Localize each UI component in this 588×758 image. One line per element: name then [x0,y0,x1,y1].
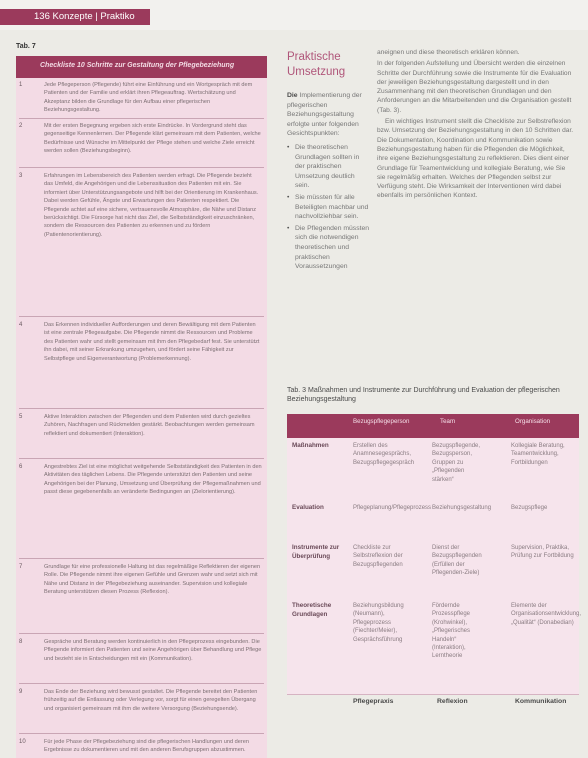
table-cell: Bezugspflegende, Bezugsperson, Gruppen zu „Pflegenden stärken“ [432,443,481,483]
row-divider [19,118,264,119]
bullet-item: • Die theoretischen Grundlagen sollten in der praktischen Umsetzung deutlich sein. [287,143,370,191]
checklist-row-num: 1 [19,82,23,88]
checklist-row-text: Erfahrungen im Lebensbereich des Patienten werden erfragt. Die Pflegende bezieht das Umfeld, die Angehörigen und die Lebenssituation des Patienten mit ein. Sie informiert über Unterstützungsangebote und hilft bei der Orientierung im Krankenhaus. Dabei werden Gefühle, Ängste und Erwartungen des Patienten respektiert. Die Pflegende achtet auf eine sichere, vertrauensvolle Atmosphäre, die Nähe und Distanz berücksichtigt. Die Fürsorge hat nicht das Ziel, die Selbstständigkeit einzuschränken, sondern die Ressourcen des Patienten zu erkennen und zu fördern (Patientenorientierung). [44,173,259,238]
checklist-row-num: 8 [19,639,23,645]
checklist-row-num: 7 [19,564,23,570]
table-row [287,540,579,598]
footer-label: Kommunikation [515,698,567,705]
table-cell: Elemente der Organisationsentwicklung, „Qualität“ (Donabedian) [511,603,582,626]
row-divider [19,316,264,317]
table-cell: Beziehungsbildung (Neumann), Pflegeprozess (Fiechter/Meier), Gesprächsführung [353,603,404,643]
checklist-row-num: 10 [19,739,26,745]
row-divider [287,694,579,695]
table-cell: Fördernde Prozesspflege (Krohwinkel), „Pflegerisches Handeln“ (Interaktion), Lerntheorie [432,603,471,660]
checklist-row-num: 3 [19,173,23,179]
checklist-row-num: 6 [19,464,23,470]
section-label: 136 Konzepte | Praktiko [34,11,135,22]
table-cell: Erstellen des Anamnesegesprächs, Bezugspflegegespräch [353,443,415,466]
table2-label: Tab. 7 [16,43,36,50]
table-row [287,598,582,694]
body-paragraph: In der folgenden Aufstellung und Übersicht werden die einzelnen Schritte der Durchführung sowie die Instrumente für die Evaluation der jeweiligen Beziehungsgestaltung dargestellt und in den Zusammenhang mit den theoretischen Grundlagen und den Anforderungen an die Mitarbeitenden und die Organisation gestellt (Tab. 3). [377,60,572,114]
intro-text: Implementierung der pflegerischen Beziehungsgestaltung erfolgte unter folgenden Gesichtspunkten: [287,92,362,138]
row-label: Evaluation [292,504,324,511]
section-title-line: Praktische [287,51,341,63]
checklist-row-text: Gespräche und Beratung werden kontinuierlich in den Pflegeprozess eingebunden. Die Pflegende informiert den Patienten und seine Angehörigen über Behandlung und Pflege und bezieht sie in Entscheidungen mit ein (Kommunikation). [44,639,262,662]
section-title-line: Umsetzung [287,66,346,78]
checklist-row-num: 5 [19,414,23,420]
table-cell: Bezugspflege [511,505,548,511]
row-divider [19,167,264,168]
table-cell: Dienst der Bezugspflegenden (Erfüllen der Pflegenden-Ziele) [432,545,482,577]
checklist-title: Checkliste 10 Schritte zur Gestaltung der Pflegebeziehung [40,62,235,69]
checklist-row-text: Aktive Interaktion zwischen der Pflegenden und dem Patienten wird durch gezieltes Zuhören, Nachfragen und Rückmelden gestärkt. Beobachtungen werden gemeinsam reflektiert und dokumentiert (Interaktion). [44,414,255,437]
checklist-table [16,56,267,758]
table3-header [287,414,579,438]
checklist-row-text: Das Erkennen individueller Aufforderungen und deren Bewältigung mit dem Patienten ist eine zentrale Pflegeaufgabe. Die Pflegende nimmt die Ressourcen und Probleme des Patienten wahr und stellt gemeinsam mit ihm den Pflegebedarf fest. Sie unterstützt ihn dabei, mit seiner Erkrankung umzugehen, und fördert seine Fähigkeit zur Selbstpflege und Eigenverantwortung (Problemerkennung). [44,322,260,362]
col-header: Organisation [515,418,551,425]
table-cell: Beziehungsgestaltung [432,505,492,511]
row-divider [19,458,264,459]
checklist-row-text: Angestrebtes Ziel ist eine möglichst weitgehende Selbstständigkeit des Patienten in den Aktivitäten des täglichen Lebens. Die Pflegende unterstützt den Patienten und seine Angehörigen bei der Planung, Umsetzung und Überprüfung der Pflegemaßnahmen und passt diese gegebenenfalls an veränderte Bedingungen an (Zielorientierung). [44,464,262,496]
row-divider [19,558,264,559]
footer-label: Reflexion [437,698,468,705]
row-label: Instrumente zur Überprüfung [292,544,340,560]
checklist-row-text: Für jede Phase der Pflegebeziehung sind die pflegerischen Handlungen und deren Ergebnisse zu dokumentieren und mit den anderen Berufsgruppen abzustimmen. [44,739,249,754]
middle-column [287,91,370,274]
bullet-item: • Die Pflegenden müssten sich die notwendigen theoretischen und praktischen Voraussetzungen [287,224,370,272]
page-header [0,0,588,30]
body-paragraph: Ein wichtiges Instrument stellt die Checkliste zur Selbstreflexion bzw. Umsetzung der Beziehungsgestaltung in den 10 Schritten dar. Die Dokumentation, Koordination und Kommunikation sowie Beziehungsgestaltung haben für die Pflegenden die Möglichkeit, ihre eigene Beziehungsgestaltung zu reflektieren. Dies dient einer Grundlage für Teamentwicklung und kollegiale Beratung, wie Sie sie regelmäßig erhalten. Welches der Pflegenden selbst zur Verfügung steht. Die Wirksamkeit der Interventionen wird dabei ebenfalls im persönlichen Kontext. [377,118,574,200]
intro-bold: Die [287,92,298,99]
bullet-item: • Sie müssten für alle Beteiligten machbar und nachvollziehbar sein. [287,193,370,222]
checklist-row-text: Jede Pflegeperson (Pflegende) führt eine Einführung und ein Wortgespräch mit dem Patienten und der Familie und erklärt ihren Pflegeauftrag. Wertschätzung und Akzeptanz bilden die Grundlage für den Aufbau einer pflegerischen Beziehungsgestaltung. [44,82,253,114]
section-title [287,50,345,80]
row-divider [19,408,264,409]
checklist-row-num: 2 [19,123,23,129]
row-label: Theoretische Grundlagen [292,602,332,618]
checklist-row-num: 9 [19,689,23,695]
intro-paragraph [287,91,370,139]
table-cell: Supervision, Praktika, Prüfung zur Fortbildung [511,545,574,560]
table-row [287,438,579,500]
row-divider [19,633,264,634]
table-row [287,500,579,540]
checklist-header [16,56,267,78]
checklist-row-text: Das Ende der Beziehung wird bewusst gestaltet. Die Pflegende bereitet den Patienten frühzeitig auf die Entlassung oder Verlegung vor, sorgt für einen geregelten Übergang und organisiert gemeinsam mit ihm die weitere Versorgung (Beziehungsende). [44,689,258,712]
table3-title: Tab. 3 Maßnahmen und Instrumente zur Durchführung und Evaluation der pflegerischen Beziehungsgestaltung [287,387,560,403]
col-header: Bezugspflegeperson [353,418,410,425]
table-cell: Pflegeplanung/Pflegeprozess [353,505,432,511]
row-divider [19,683,264,684]
footer-label: Pflegepraxis [353,698,394,705]
table-cell: Checkliste zur Selbstreflexion der Bezugspflegenden [353,545,403,568]
right-column [377,48,575,203]
checklist-row-text: Grundlage für eine professionelle Haltung ist das regelmäßige Reflektieren der eigenen Rolle. Die Pflegende nimmt ihre eigenen Gefühle und Grenzen wahr und setzt sich mit Nähe und Distanz in der Pflegebeziehung auseinander. Supervision und kollegiale Beratung unterstützen diesen Prozess (Reflexion). [44,564,261,596]
section-band [0,9,150,25]
body-paragraph: aneignen und diese theoretisch erklären können. [377,49,520,56]
bullet-list [287,143,370,272]
table-cell: Kollegiale Beratung, Teamentwicklung, Fortbildungen [511,443,565,466]
row-divider [19,733,264,734]
row-label: Maßnahmen [292,442,329,449]
checklist-body [16,78,267,758]
checklist-row-num: 4 [19,322,23,328]
checklist-row-text: Mit der ersten Begegnung ergeben sich erste Eindrücke. In Vordergrund steht das gegenseitige Kennenlernen. Der Pflegende klärt gemeinsam mit dem Patienten, welche Bedürfnisse und Wünsche im Mittelpunkt der Pflege stehen und welche Ziele erreicht werden sollen (Beziehungsbeginn). [44,123,261,155]
col-header: Team [440,418,456,425]
